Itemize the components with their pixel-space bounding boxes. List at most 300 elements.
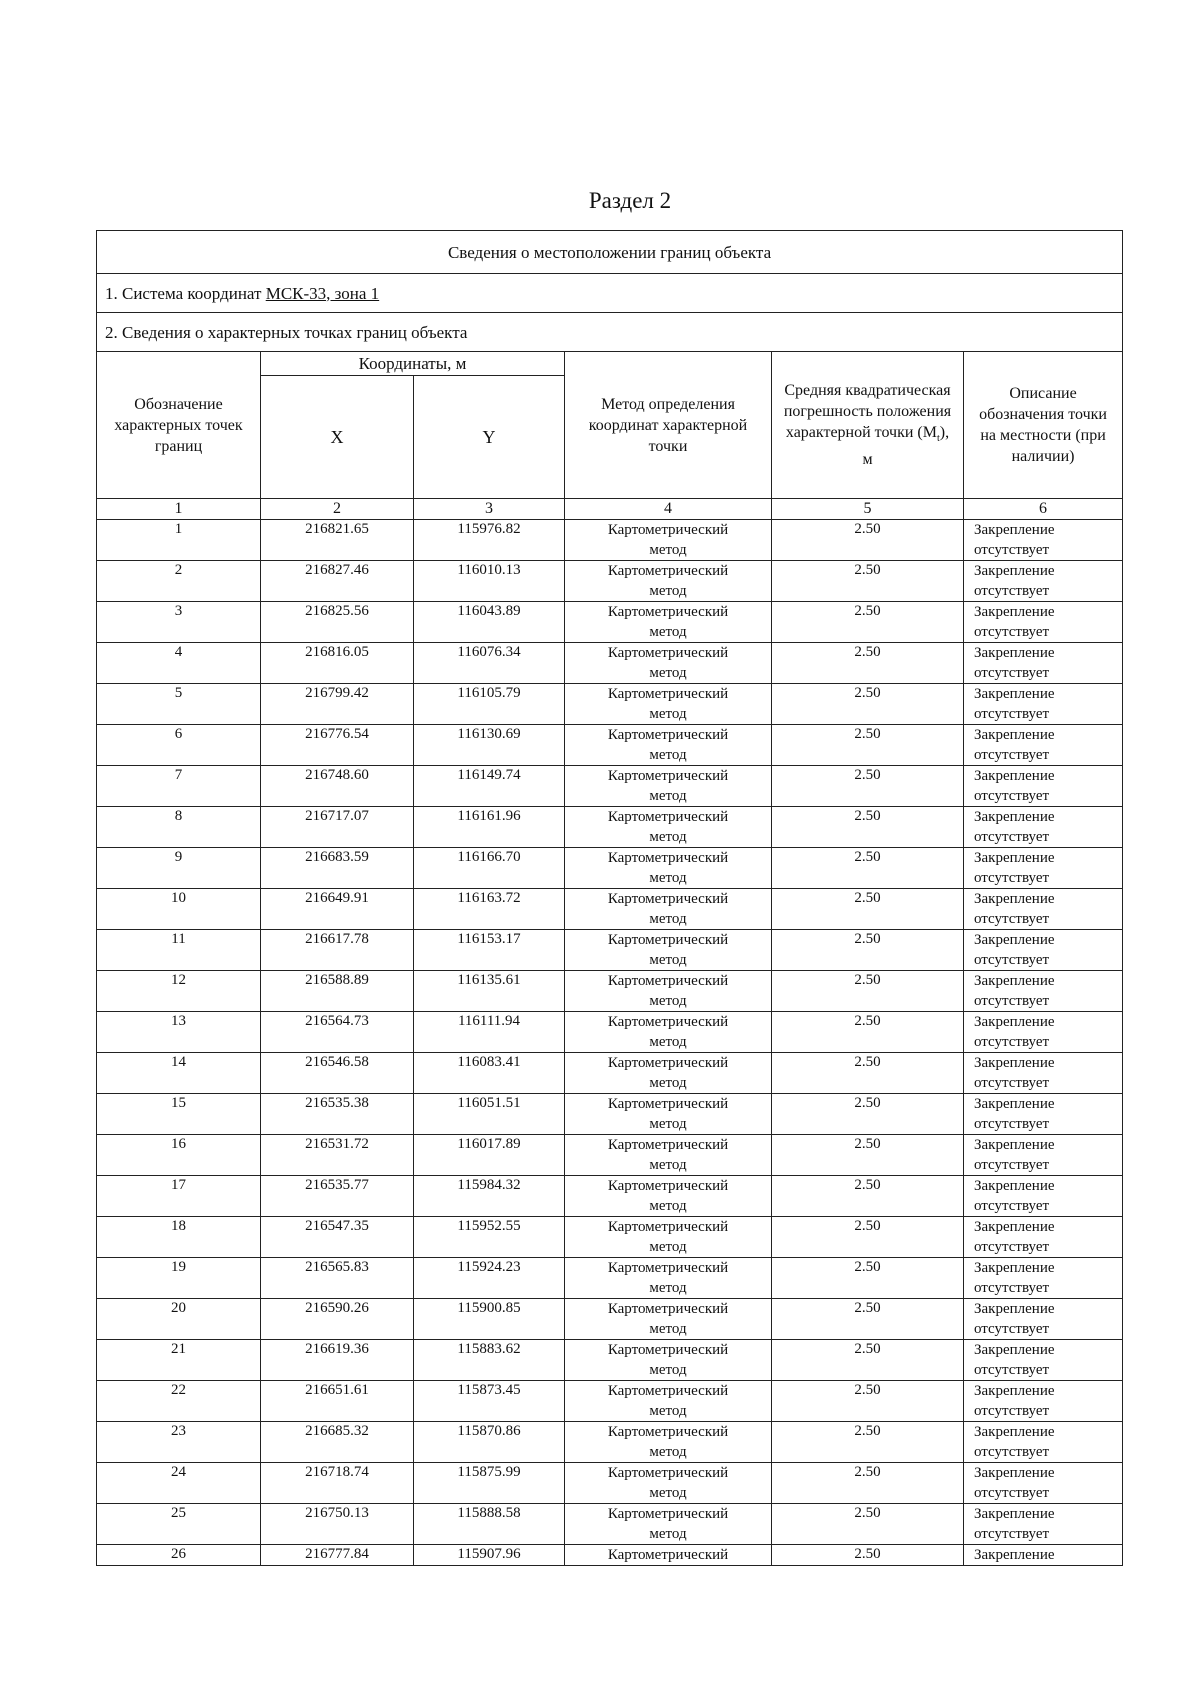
description-line: Закрепление [974, 563, 1055, 579]
error-cell: 2.50 [772, 1176, 964, 1217]
point-number-cell: 25 [97, 1504, 261, 1545]
description-line: отсутствует [974, 1403, 1050, 1419]
description-cell [964, 1135, 1123, 1176]
method-line: метод [649, 1362, 687, 1378]
method-cell [565, 1422, 772, 1463]
point-number-cell: 15 [97, 1094, 261, 1135]
y-coordinate-cell: 116153.17 [414, 930, 565, 971]
method-cell [565, 561, 772, 602]
x-coordinate-cell: 216651.61 [261, 1381, 414, 1422]
x-coordinate-cell: 216685.32 [261, 1422, 414, 1463]
error-cell: 2.50 [772, 1545, 964, 1566]
method-line: Картометрический [607, 1342, 729, 1358]
method-line: метод [649, 952, 687, 968]
description-line: Закрепление [974, 645, 1055, 661]
y-coordinate-cell: 115984.32 [414, 1176, 565, 1217]
method-line: метод [649, 1444, 687, 1460]
method-cell [565, 1094, 772, 1135]
method-line: Картометрический [607, 973, 729, 989]
table-row [97, 1176, 1123, 1217]
points-title-row [97, 313, 1123, 352]
point-number-cell: 13 [97, 1012, 261, 1053]
x-coordinate-cell: 216547.35 [261, 1217, 414, 1258]
method-line: метод [649, 1034, 687, 1050]
x-coordinate-cell: 216531.72 [261, 1135, 414, 1176]
method-line: метод [649, 829, 687, 845]
description-line: отсутствует [974, 870, 1050, 886]
error-cell: 2.50 [772, 1340, 964, 1381]
description-line: Закрепление [974, 1301, 1055, 1317]
description-cell [964, 1422, 1123, 1463]
description-cell [964, 520, 1123, 561]
point-number-cell: 24 [97, 1463, 261, 1504]
description-line: Закрепление [974, 809, 1055, 825]
method-line: метод [649, 993, 687, 1009]
table-row [97, 1422, 1123, 1463]
method-cell [565, 930, 772, 971]
description-line: Закрепление [974, 1096, 1055, 1112]
method-line: метод [649, 911, 687, 927]
points-title: 2. Сведения о характерных точках границ объекта [97, 313, 1123, 352]
description-line: Закрепление [974, 850, 1055, 866]
method-line: метод [649, 1075, 687, 1091]
description-line: отсутствует [974, 911, 1050, 927]
x-coordinate-cell: 216718.74 [261, 1463, 414, 1504]
method-cell [565, 1381, 772, 1422]
x-coordinate-cell: 216748.60 [261, 766, 414, 807]
table-row [97, 1299, 1123, 1340]
table-row [97, 889, 1123, 930]
method-cell [565, 889, 772, 930]
error-cell: 2.50 [772, 1217, 964, 1258]
method-line: Картометрический [607, 1096, 729, 1112]
y-coordinate-cell: 115883.62 [414, 1340, 565, 1381]
description-line: отсутствует [974, 1444, 1050, 1460]
method-cell [565, 848, 772, 889]
description-cell [964, 1176, 1123, 1217]
description-cell [964, 643, 1123, 684]
x-coordinate-cell: 216827.46 [261, 561, 414, 602]
method-cell [565, 1053, 772, 1094]
point-number-cell: 22 [97, 1381, 261, 1422]
description-cell [964, 889, 1123, 930]
description-cell [964, 971, 1123, 1012]
error-cell: 2.50 [772, 1299, 964, 1340]
table-row [97, 930, 1123, 971]
table-row [97, 848, 1123, 889]
x-coordinate-cell: 216717.07 [261, 807, 414, 848]
x-coordinate-cell: 216683.59 [261, 848, 414, 889]
error-cell: 2.50 [772, 807, 964, 848]
table-row [97, 1381, 1123, 1422]
description-line: Закрепление [974, 932, 1055, 948]
method-line: Картометрический [607, 1055, 729, 1071]
table-body [97, 231, 1123, 1566]
point-number-cell: 3 [97, 602, 261, 643]
header-designation: Обозначение характерных точек границ [97, 352, 261, 499]
description-line: Закрепление [974, 768, 1055, 784]
description-line: отсутствует [974, 788, 1050, 804]
description-line: отсутствует [974, 1485, 1050, 1501]
description-cell [964, 602, 1123, 643]
method-line: Картометрический [607, 1178, 729, 1194]
error-cell: 2.50 [772, 643, 964, 684]
method-cell [565, 1463, 772, 1504]
header-method: Метод определения координат характерной точки [565, 352, 772, 499]
point-number-cell: 1 [97, 520, 261, 561]
method-cell [565, 602, 772, 643]
y-coordinate-cell: 116105.79 [414, 684, 565, 725]
point-number-cell: 16 [97, 1135, 261, 1176]
method-cell [565, 1504, 772, 1545]
x-coordinate-cell: 216776.54 [261, 725, 414, 766]
description-line: отсутствует [974, 1198, 1050, 1214]
description-cell [964, 848, 1123, 889]
point-number-cell: 14 [97, 1053, 261, 1094]
header-y: Y [414, 376, 565, 499]
description-line: Закрепление [974, 1383, 1055, 1399]
point-number-cell: 23 [97, 1422, 261, 1463]
method-cell [565, 1012, 772, 1053]
description-line: отсутствует [974, 1157, 1050, 1173]
x-coordinate-cell: 216816.05 [261, 643, 414, 684]
point-number-cell: 10 [97, 889, 261, 930]
description-cell [964, 1094, 1123, 1135]
method-line: Картометрический [607, 1219, 729, 1235]
method-line: метод [649, 665, 687, 681]
y-coordinate-cell: 116010.13 [414, 561, 565, 602]
description-line: Закрепление [974, 727, 1055, 743]
description-line: отсутствует [974, 706, 1050, 722]
method-line: Картометрический [607, 1506, 729, 1522]
y-coordinate-cell: 115870.86 [414, 1422, 565, 1463]
method-line: метод [649, 583, 687, 599]
coord-system [97, 274, 1123, 313]
y-coordinate-cell: 116149.74 [414, 766, 565, 807]
error-cell: 2.50 [772, 602, 964, 643]
table-row [97, 725, 1123, 766]
error-cell: 2.50 [772, 1422, 964, 1463]
method-line: Картометрический [607, 645, 729, 661]
y-coordinate-cell: 116111.94 [414, 1012, 565, 1053]
method-line: Картометрический [607, 850, 729, 866]
error-cell: 2.50 [772, 971, 964, 1012]
column-number: 5 [772, 499, 964, 520]
x-coordinate-cell: 216617.78 [261, 930, 414, 971]
table-row [97, 1340, 1123, 1381]
y-coordinate-cell: 116130.69 [414, 725, 565, 766]
method-line: Картометрический [607, 1301, 729, 1317]
description-cell [964, 1258, 1123, 1299]
y-coordinate-cell: 116135.61 [414, 971, 565, 1012]
point-number-cell: 19 [97, 1258, 261, 1299]
point-number-cell: 20 [97, 1299, 261, 1340]
description-line: Закрепление [974, 1424, 1055, 1440]
header-error [772, 352, 964, 499]
description-cell [964, 684, 1123, 725]
method-line: метод [649, 870, 687, 886]
description-line: отсутствует [974, 747, 1050, 763]
error-cell: 2.50 [772, 1504, 964, 1545]
error-cell: 2.50 [772, 889, 964, 930]
y-coordinate-cell: 116076.34 [414, 643, 565, 684]
description-cell [964, 1463, 1123, 1504]
description-line: отсутствует [974, 624, 1050, 640]
x-coordinate-cell: 216777.84 [261, 1545, 414, 1566]
description-cell [964, 1340, 1123, 1381]
x-coordinate-cell: 216750.13 [261, 1504, 414, 1545]
table-row [97, 807, 1123, 848]
method-line: Картометрический [607, 1014, 729, 1030]
x-coordinate-cell: 216799.42 [261, 684, 414, 725]
method-cell [565, 1545, 772, 1566]
column-number: 4 [565, 499, 772, 520]
table-row [97, 1504, 1123, 1545]
y-coordinate-cell: 115888.58 [414, 1504, 565, 1545]
method-line: метод [649, 1526, 687, 1542]
error-cell: 2.50 [772, 1094, 964, 1135]
description-line: Закрепление [974, 973, 1055, 989]
description-line: Закрепление [974, 1137, 1055, 1153]
table-row [97, 602, 1123, 643]
column-number: 6 [964, 499, 1123, 520]
point-number-cell: 12 [97, 971, 261, 1012]
point-number-cell: 7 [97, 766, 261, 807]
method-line: Картометрический [607, 522, 729, 538]
method-cell [565, 1176, 772, 1217]
description-cell [964, 807, 1123, 848]
x-coordinate-cell: 216590.26 [261, 1299, 414, 1340]
y-coordinate-cell: 116051.51 [414, 1094, 565, 1135]
description-line: Закрепление [974, 1014, 1055, 1030]
point-number-cell: 4 [97, 643, 261, 684]
coord-system-label: 1. Система координат [105, 283, 266, 303]
description-line: Закрепление [974, 1465, 1055, 1481]
method-line: Картометрический [607, 604, 729, 620]
point-number-cell: 18 [97, 1217, 261, 1258]
description-cell [964, 725, 1123, 766]
point-number-cell: 26 [97, 1545, 261, 1566]
table-row [97, 1053, 1123, 1094]
method-cell [565, 1217, 772, 1258]
method-line: Картометрический [607, 1383, 729, 1399]
table-row [97, 971, 1123, 1012]
error-cell: 2.50 [772, 930, 964, 971]
error-cell: 2.50 [772, 1463, 964, 1504]
point-number-cell: 21 [97, 1340, 261, 1381]
method-line: метод [649, 542, 687, 558]
method-line: метод [649, 1157, 687, 1173]
method-line: метод [649, 706, 687, 722]
table-row [97, 1012, 1123, 1053]
error-cell: 2.50 [772, 848, 964, 889]
error-cell: 2.50 [772, 1258, 964, 1299]
description-cell [964, 1299, 1123, 1340]
method-line: Картометрический [607, 1137, 729, 1153]
section-title: Раздел 2 [588, 188, 672, 213]
error-cell: 2.50 [772, 561, 964, 602]
table-row [97, 1258, 1123, 1299]
y-coordinate-cell: 115952.55 [414, 1217, 565, 1258]
description-line: отсутствует [974, 1034, 1050, 1050]
y-coordinate-cell: 115900.85 [414, 1299, 565, 1340]
description-line: отсутствует [974, 993, 1050, 1009]
header-x: X [261, 376, 414, 499]
y-coordinate-cell: 116017.89 [414, 1135, 565, 1176]
method-line: метод [649, 1239, 687, 1255]
method-line: Картометрический [607, 891, 729, 907]
header-error-main: Средняя квадратическая погрешность положения характерной точки (M [783, 381, 952, 441]
description-line: Закрепление [974, 1055, 1055, 1071]
table-row [97, 1463, 1123, 1504]
y-coordinate-cell: 115924.23 [414, 1258, 565, 1299]
method-line: Картометрический [607, 932, 729, 948]
method-line: Картометрический [607, 1260, 729, 1276]
method-line: Картометрический [607, 1465, 729, 1481]
y-coordinate-cell: 116043.89 [414, 602, 565, 643]
point-number-cell: 2 [97, 561, 261, 602]
method-line: Картометрический [607, 768, 729, 784]
x-coordinate-cell: 216535.38 [261, 1094, 414, 1135]
x-coordinate-cell: 216825.56 [261, 602, 414, 643]
boundary-points-table [96, 230, 1123, 1566]
description-cell [964, 766, 1123, 807]
x-coordinate-cell: 216564.73 [261, 1012, 414, 1053]
error-cell: 2.50 [772, 1012, 964, 1053]
table-row [97, 684, 1123, 725]
method-cell [565, 1135, 772, 1176]
method-line: метод [649, 624, 687, 640]
method-cell [565, 807, 772, 848]
description-line: отсутствует [974, 1321, 1050, 1337]
method-cell [565, 766, 772, 807]
method-cell [565, 1299, 772, 1340]
header-error-tail: ), м [862, 423, 950, 469]
method-line: Картометрический [607, 1547, 729, 1563]
table-row [97, 1094, 1123, 1135]
description-cell [964, 1504, 1123, 1545]
error-cell: 2.50 [772, 766, 964, 807]
description-line: Закрепление [974, 1260, 1055, 1276]
description-line: Закрепление [974, 891, 1055, 907]
description-cell [964, 930, 1123, 971]
x-coordinate-cell: 216565.83 [261, 1258, 414, 1299]
header-error-sub: t [936, 433, 940, 445]
coord-system-value: МСК-33, зона 1 [265, 283, 380, 303]
method-line: Картометрический [607, 686, 729, 702]
description-line: Закрепление [974, 1342, 1055, 1358]
description-line: отсутствует [974, 1116, 1050, 1132]
header-coords: Координаты, м [261, 352, 565, 376]
table-row [97, 1545, 1123, 1566]
error-cell: 2.50 [772, 520, 964, 561]
method-line: Картометрический [607, 1424, 729, 1440]
description-line: Закрепление [974, 522, 1055, 538]
table-row [97, 561, 1123, 602]
description-cell [964, 1053, 1123, 1094]
y-coordinate-cell: 115875.99 [414, 1463, 565, 1504]
method-cell [565, 643, 772, 684]
x-coordinate-cell: 216649.91 [261, 889, 414, 930]
method-cell [565, 725, 772, 766]
y-coordinate-cell: 115907.96 [414, 1545, 565, 1566]
y-coordinate-cell: 116166.70 [414, 848, 565, 889]
description-line: отсутствует [974, 583, 1050, 599]
column-number: 2 [261, 499, 414, 520]
column-numbers-row [97, 499, 1123, 520]
method-cell [565, 684, 772, 725]
description-line: отсутствует [974, 542, 1050, 558]
column-number: 1 [97, 499, 261, 520]
description-line: Закрепление [974, 686, 1055, 702]
y-coordinate-cell: 115976.82 [414, 520, 565, 561]
table-title-row [97, 231, 1123, 274]
method-line: метод [649, 1116, 687, 1132]
description-line: Закрепление [974, 604, 1055, 620]
point-number-cell: 8 [97, 807, 261, 848]
table-title: Сведения о местоположении границ объекта [97, 231, 1123, 274]
method-line: метод [649, 1321, 687, 1337]
coord-system-row [97, 274, 1123, 313]
method-line: метод [649, 747, 687, 763]
description-cell [964, 561, 1123, 602]
point-number-cell: 6 [97, 725, 261, 766]
y-coordinate-cell: 116083.41 [414, 1053, 565, 1094]
point-number-cell: 17 [97, 1176, 261, 1217]
method-line: метод [649, 1485, 687, 1501]
method-cell [565, 520, 772, 561]
y-coordinate-cell: 116161.96 [414, 807, 565, 848]
table-row [97, 520, 1123, 561]
description-line: Закрепление [974, 1219, 1055, 1235]
description-cell [964, 1012, 1123, 1053]
method-line: метод [649, 1280, 687, 1296]
column-header-row [97, 352, 1123, 376]
description-line: Закрепление [974, 1547, 1055, 1563]
description-cell [964, 1545, 1123, 1566]
method-cell [565, 1340, 772, 1381]
description-line: отсутствует [974, 665, 1050, 681]
error-cell: 2.50 [772, 1135, 964, 1176]
description-line: Закрепление [974, 1506, 1055, 1522]
point-number-cell: 11 [97, 930, 261, 971]
method-cell [565, 1258, 772, 1299]
y-coordinate-cell: 115873.45 [414, 1381, 565, 1422]
description-cell [964, 1217, 1123, 1258]
description-line: Закрепление [974, 1178, 1055, 1194]
x-coordinate-cell: 216588.89 [261, 971, 414, 1012]
error-cell: 2.50 [772, 1381, 964, 1422]
method-line: Картометрический [607, 563, 729, 579]
x-coordinate-cell: 216619.36 [261, 1340, 414, 1381]
table-row [97, 766, 1123, 807]
description-line: отсутствует [974, 1362, 1050, 1378]
table-row [97, 1217, 1123, 1258]
method-line: метод [649, 1198, 687, 1214]
description-cell [964, 1381, 1123, 1422]
table-row [97, 1135, 1123, 1176]
description-line: отсутствует [974, 952, 1050, 968]
method-cell [565, 971, 772, 1012]
x-coordinate-cell: 216821.65 [261, 520, 414, 561]
error-cell: 2.50 [772, 1053, 964, 1094]
x-coordinate-cell: 216546.58 [261, 1053, 414, 1094]
table-row [97, 643, 1123, 684]
method-line: Картометрический [607, 809, 729, 825]
error-cell: 2.50 [772, 684, 964, 725]
method-line: метод [649, 1403, 687, 1419]
x-coordinate-cell: 216535.77 [261, 1176, 414, 1217]
